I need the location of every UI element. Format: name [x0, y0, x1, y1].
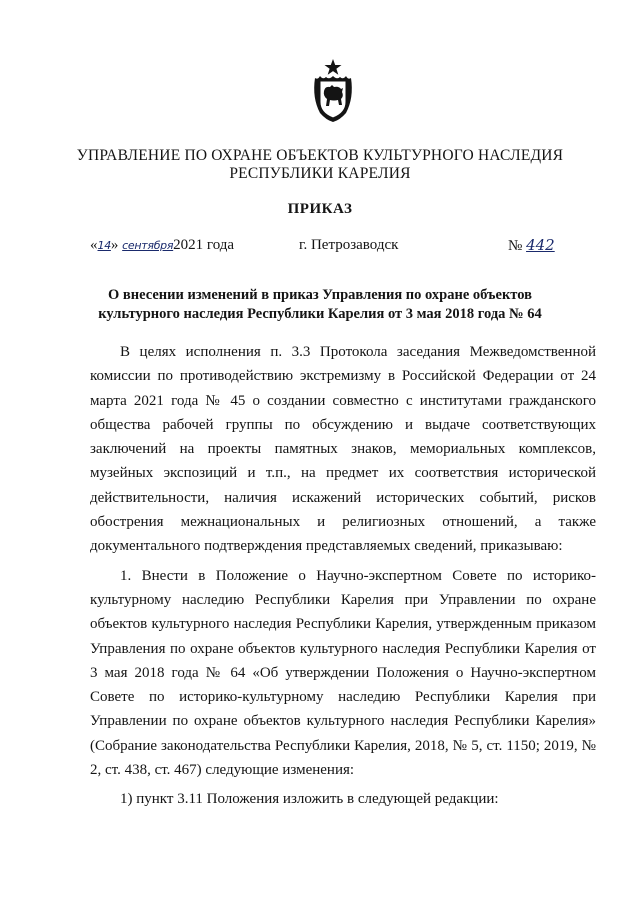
order-title-line2: культурного наследия Республики Карелия от 3 мая 2018 года № 64: [98, 306, 542, 322]
body-paragraph-preamble: В целях исполнения п. 3.3 Протокола заседания Межведомственной комиссии по противодействию экстремизму в Российской Федерации от 24 марта 2021 года № 45 о создании совместно с институтами гражданского общества рабочей группы по обсуждению и выдаче соответствующих заключений на проекты памятных знаков, мемориальных комплексов, музейных экспозиций и т.п., на предмет их соответствия исторической действительности, наличия искажений исторических событий, рисков обострения межнациональных и религиозных отношений, а также документального подтверждения представляемых сведений, приказываю:: [90, 344, 596, 555]
date-open-quote: «: [90, 237, 98, 253]
order-title: [90, 286, 550, 324]
date-year: 2021 года: [173, 237, 235, 253]
order-number: [508, 236, 555, 255]
document-type-heading: ПРИКАЗ: [287, 201, 353, 217]
handwritten-month: сентября: [122, 239, 174, 252]
handwritten-number: 442: [526, 236, 555, 254]
date-close-quote: »: [110, 237, 119, 253]
agency-name-line2: РЕСПУБЛИКИ КАРЕЛИЯ: [229, 165, 411, 182]
body-paragraph-item-1: 1. Внести в Положение о Научно-экспертном Совете по историко-культурному наследию Республики Карелия при Управлении по охране объектов культурного наследия Республики Карелия, утвержденным приказом Управления по охране объектов культурного наследия Республики Карелия от 3 мая 2018 года № 64 «Об утверждении Положения о Научно-экспертном Совете по историко-культурному наследию Республики Карелия при Управлении по охране объектов культурного наследия Республики Карелия» (Собрание законодательства Республики Карелия, 2018, № 5, ст. 1150; 2019, № 2, ст. 438, ст. 467) следующие изменения:: [90, 567, 596, 779]
order-title-line1: О внесении изменений в приказ Управления по охране объектов: [108, 287, 532, 303]
agency-name-line1: УПРАВЛЕНИЕ ПО ОХРАНЕ ОБЪЕКТОВ КУЛЬТУРНОГО НАСЛЕДИЯ: [76, 147, 564, 164]
handwritten-day: 14: [97, 239, 111, 252]
order-city: г. Петрозаводск: [299, 237, 399, 253]
number-label: №: [508, 238, 523, 254]
agency-name: [60, 147, 580, 183]
order-body: [90, 340, 596, 817]
karelia-coat-of-arms-icon: [310, 58, 356, 124]
body-paragraph-subitem-1: 1) пункт 3.11 Положения изложить в следующей редакции:: [120, 791, 499, 808]
order-date: [90, 236, 234, 255]
